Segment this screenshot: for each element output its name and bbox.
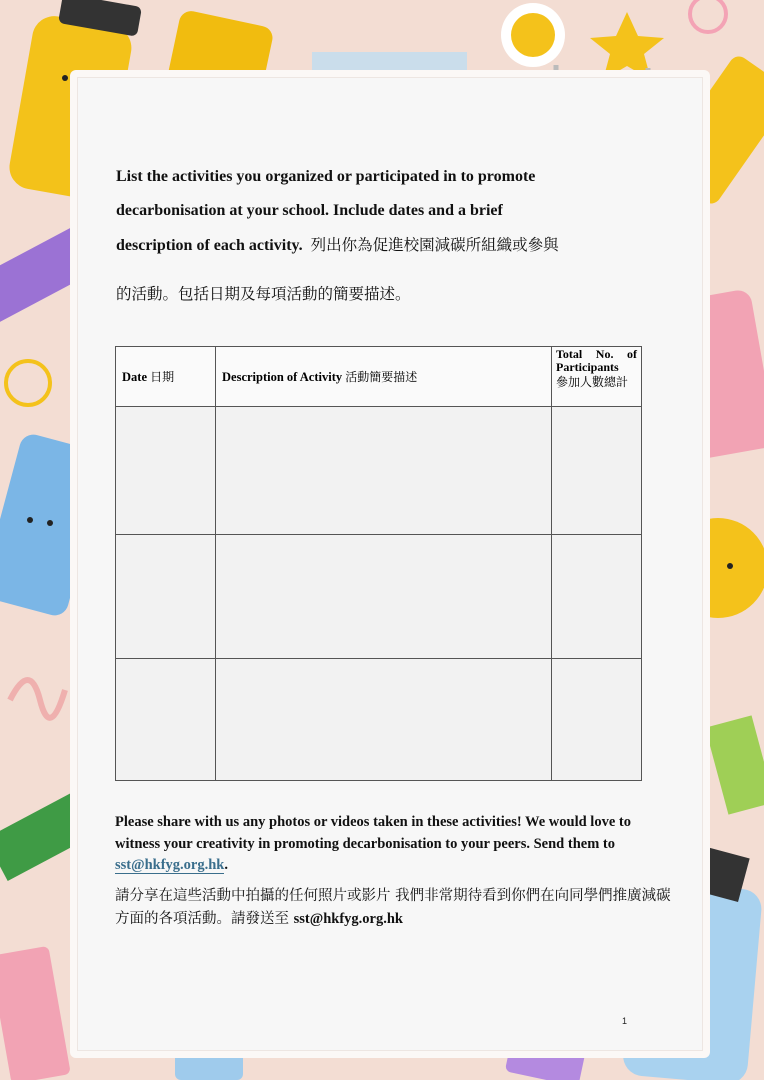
pink-crayon-icon [0,946,71,1080]
share-request-en: Please share with us any photos or videos taken in these activities! We would love to witness your creativity in promoting decarbonisation to your peers. Send them to sst@hkfyg.org.hk. [115,814,631,873]
participants-cell[interactable] [552,535,642,659]
green-pencil-icon [705,715,764,814]
participants-cell[interactable] [552,659,642,781]
instructions-line-1: List the activities you organized or participated in to promote [116,168,536,185]
page-number: 1 [622,1016,628,1026]
participants-cell[interactable] [552,407,642,535]
email-link[interactable]: sst@hkfyg.org.hk [115,857,225,873]
share-request-zh: 請分享在這些活動中拍攝的任何照片或影片 我們非常期待看到你們在向同學們推廣減碳方面的各項活動。請發送至 sst@hkfyg.org.hk [115,887,671,927]
instructions-line-3-zh: 列出你為促進校園減碳所組織或參與 [310,236,559,254]
header-date: Date 日期 [116,347,216,407]
instructions-line-2: decarbonisation at your school. Include dates and a brief [116,202,503,219]
header-participants: Total No. of Participants 參加人數總計 [552,347,642,407]
share-request [115,812,675,931]
description-cell[interactable] [216,535,552,659]
table-row [116,407,642,535]
email-text-zh: sst@hkfyg.org.hk [293,910,403,927]
description-cell[interactable] [216,407,552,535]
pink-flower-icon [690,0,726,32]
instructions-text [116,160,656,311]
date-cell[interactable] [116,407,216,535]
instructions-line-4-zh: 的活動。包括日期及每項活動的簡要描述。 [116,285,411,303]
activities-table [115,346,642,781]
header-description: Description of Activity 活動簡要描述 [216,347,552,407]
flower-icon [501,3,565,67]
date-cell[interactable] [116,535,216,659]
table-row [116,659,642,781]
table-header-row [116,347,642,407]
squiggle-icon [10,680,65,718]
date-cell[interactable] [116,659,216,781]
description-cell[interactable] [216,659,552,781]
table-row [116,535,642,659]
instructions-line-3-en: description of each activity. [116,237,303,254]
daisy-icon [6,361,50,405]
